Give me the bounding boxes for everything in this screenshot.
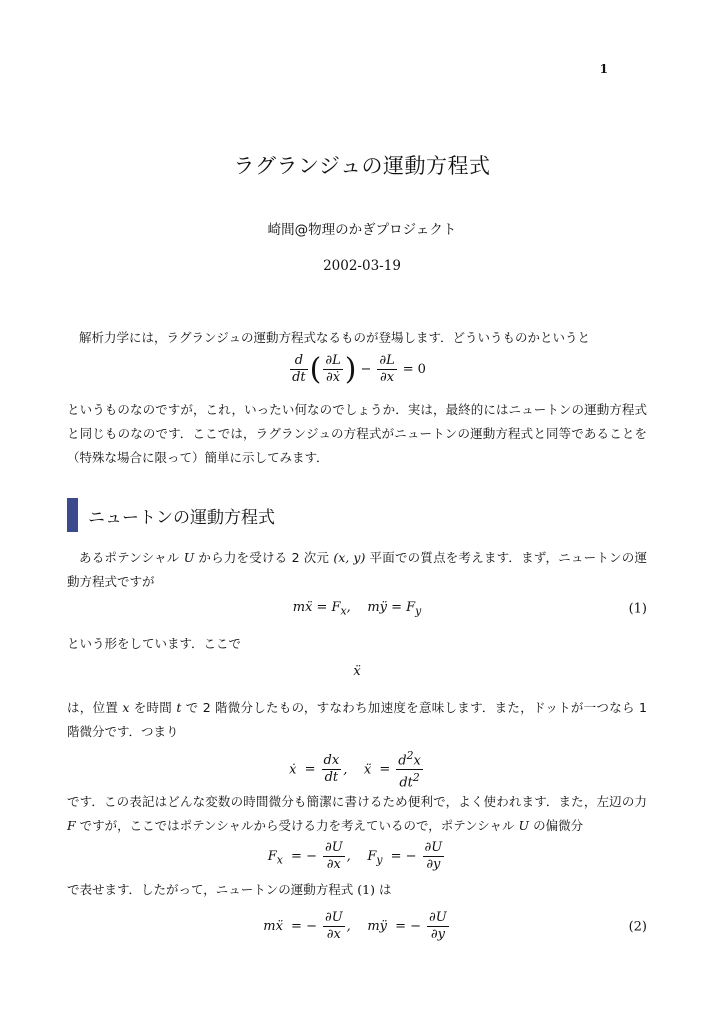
section-text-5b: は xyxy=(378,882,392,897)
section-paragraph-1 xyxy=(67,546,647,594)
section-paragraph-5 xyxy=(67,878,647,902)
symbol-xy: (x, y) xyxy=(333,550,366,565)
equation-number-2: (2) xyxy=(628,919,647,934)
symbol-F: F xyxy=(67,818,76,833)
intro-text-1: 解析力学には，ラグランジュの運動方程式なるものが登場します．どういうものかというと xyxy=(79,330,590,345)
section-paragraph-4 xyxy=(67,790,647,838)
x-double-dot-equation: ẍ xyxy=(353,664,361,679)
section-text-1b: から力を受ける 2 次元 xyxy=(198,550,330,565)
section-title: ニュートンの運動方程式 xyxy=(88,507,275,528)
lagrange-equation: $\frac{d}{dt}$ ( $\frac{\partial L}{\text{∂ẋ}}$ ) − $\frac{\partial L}{\partial x}$ = 0 xyxy=(292,352,426,387)
section-text-1c: 平面での質点を考えます．まず，ニュートンの運動方程式ですが xyxy=(67,550,647,589)
section-text-4c: の偏微分 xyxy=(533,818,584,833)
section-text-3c: で 2 階微分したもの，すなわち加速度を意味します．また，ドットが一つなら 1 階微分です．つまり xyxy=(67,700,647,739)
derivative-definitions: ẋ = $\frac{dx}{dt}$ , ẍ = $\frac{d^2x}{dt^2}$ xyxy=(289,749,421,791)
title-block xyxy=(0,150,724,274)
document-date: 2002-03-19 xyxy=(323,258,401,274)
section-text-1a: あるポテンシャル xyxy=(79,550,180,565)
section-paragraph-2 xyxy=(67,632,647,656)
equation-number-1: (1) xyxy=(628,601,647,617)
document-author: 崎間@物理のかぎプロジェクト xyxy=(267,222,457,238)
symbol-x: x xyxy=(122,700,130,715)
section-text-4a: です．この表記はどんな変数の時間微分も簡潔に書けるため便利で，よく使われます．また，左辺の力 xyxy=(67,794,647,809)
equation-reference-1: (1) xyxy=(357,882,375,897)
page-number: 1 xyxy=(599,62,608,76)
section-heading xyxy=(67,498,275,532)
newton-equation-2: mẍ = − $\frac{\partial U}{\partial x}$ , mÿ = − $\frac{\partial U}{\partial y}$ (2) xyxy=(263,910,647,942)
symbol-U-2: U xyxy=(518,818,530,833)
section-text-3b: を時間 xyxy=(133,700,173,715)
section-paragraph-3 xyxy=(67,696,647,744)
section-text-2: という形をしています．ここで xyxy=(67,636,242,651)
newton-equation-1: mẍ = $F_x$, mÿ = $F_y$ (1) xyxy=(292,600,647,618)
document-title: ラグランジュの運動方程式 xyxy=(233,154,491,178)
intro-paragraph-1 xyxy=(67,326,647,350)
symbol-t: t xyxy=(176,700,182,715)
force-potential-equation: $F_x$ = − $\frac{\partial U}{\partial x}$ , $F_y$ = − $\frac{\partial U}{\partial y}$ xyxy=(267,840,443,872)
symbol-U: U xyxy=(183,550,195,565)
intro-paragraph-2 xyxy=(67,398,647,470)
section-text-3a: は，位置 xyxy=(67,700,119,715)
intro-text-2: というものなのですが，これ，いったい何なのでしょうか．実は，最終的にはニュートンの運動方程式と同じものなのです．ここでは，ラグランジュの方程式がニュートンの運動方程式と同等であることを（特殊な場合に限って）簡単に示してみます． xyxy=(67,402,647,465)
section-marker xyxy=(67,498,78,532)
section-text-4b: ですが，ここではポテンシャルから受ける力を考えているので，ポテンシャル xyxy=(79,818,515,833)
section-text-5a: で表せます．したがって，ニュートンの運動方程式 xyxy=(67,882,354,897)
